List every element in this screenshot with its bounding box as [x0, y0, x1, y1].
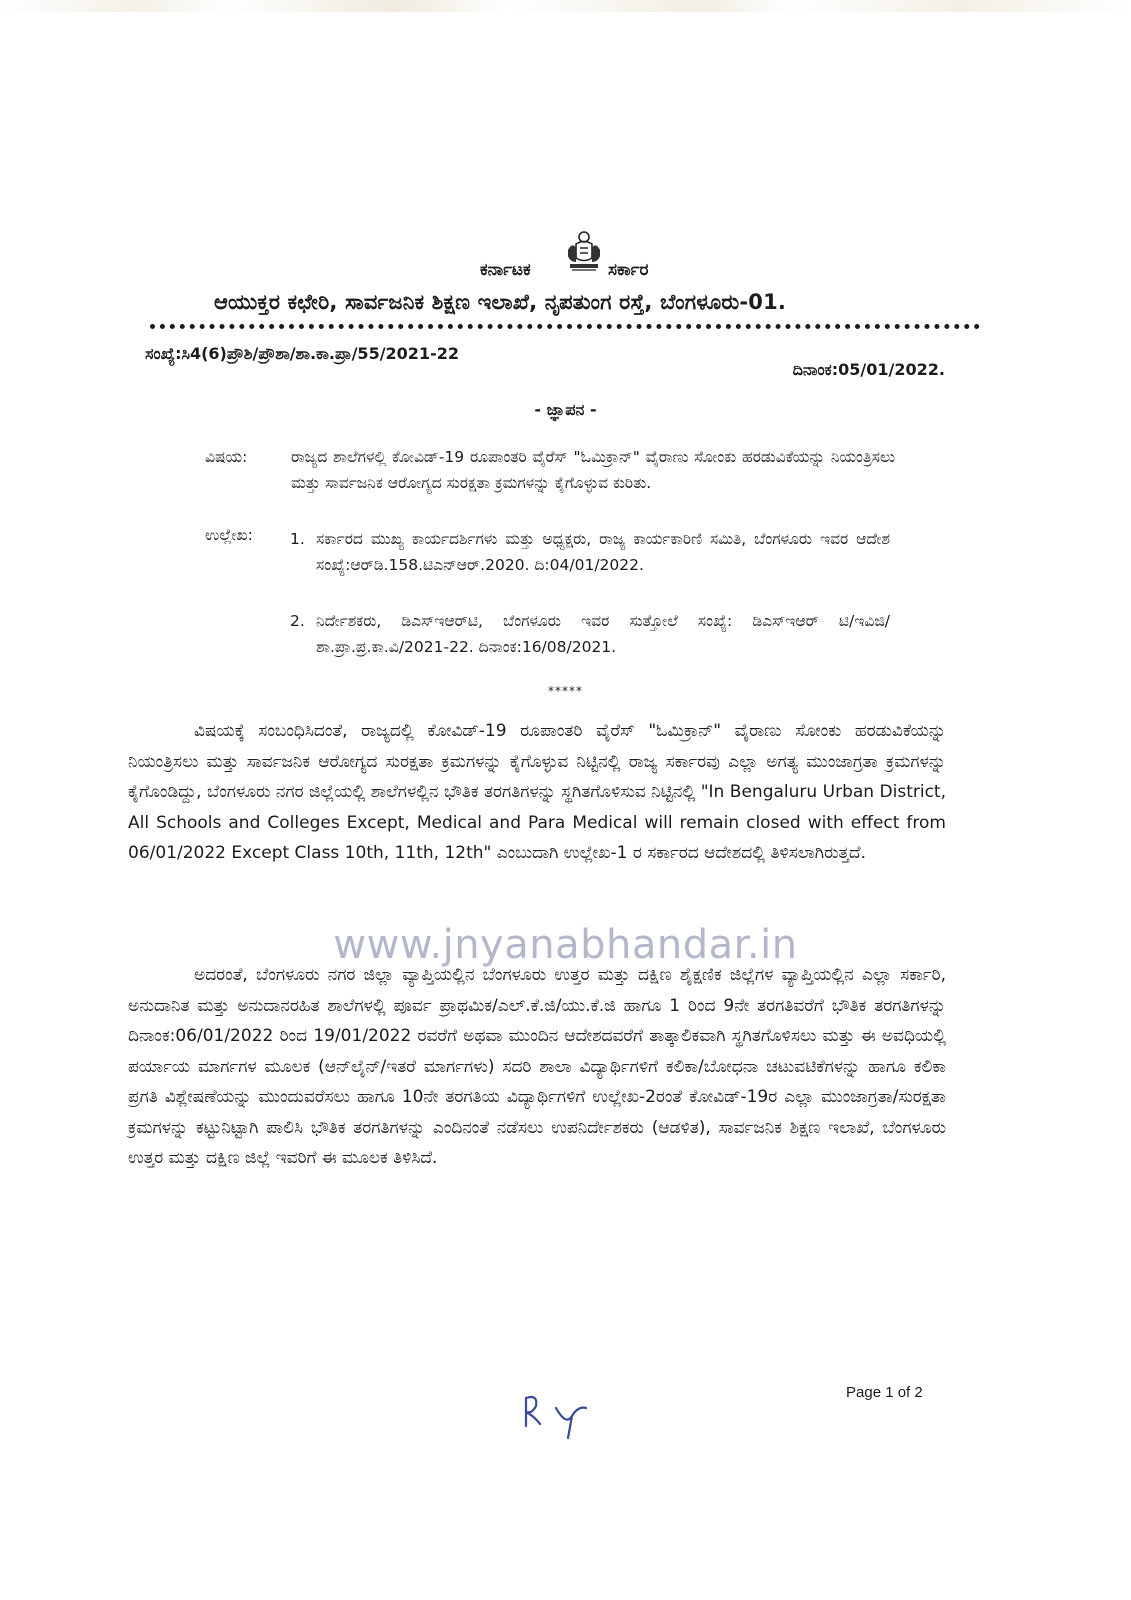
page-number: Page 1 of 2	[846, 1384, 923, 1401]
office-address: ಆಯುಕ್ತರ ಕಛೇರಿ, ಸಾರ್ವಜನಿಕ ಶಿಕ್ಷಣ ಇಲಾಖೆ, ನೃಪತುಂಗ ರಸ್ತೆ, ಬೆಂಗಳೂರು-01.	[214, 290, 787, 314]
reference-text: ಸರ್ಕಾರದ ಮುಖ್ಯ ಕಾರ್ಯದರ್ಶಿಗಳು ಮತ್ತು ಅಧ್ಯಕ್ಷರು, ರಾಜ್ಯ ಕಾರ್ಯಕಾರಿಣಿ ಸಮಿತಿ, ಬೆಂಗಳೂರು ಇವರ ಆದೇಶ ಸಂಖ್ಯೆ:ಆರ್‌ಡಿ.158.ಟಿಎನ್‌ಆರ್.2020. ದಿ:04/01/2022.	[316, 530, 890, 574]
subject-label: ವಿಷಯ:	[205, 448, 248, 466]
reference-number: 2.	[290, 612, 305, 630]
memo-title: - ಜ್ಞಾಪನ -	[534, 400, 597, 419]
reference-number: 1.	[290, 530, 305, 548]
header-divider	[150, 324, 980, 329]
handwritten-initials-icon	[516, 1386, 606, 1446]
watermark-url: www.jnyanabhandar.in	[333, 922, 798, 968]
body-paragraph: ವಿಷಯಕ್ಕೆ ಸಂಬಂಧಿಸಿದಂತೆ, ರಾಜ್ಯದಲ್ಲಿ ಕೋವಿಡ್-19 ರೂಪಾಂತರಿ ವೈರೆಸ್ "ಓಮಿಕ್ರಾನ್" ವೈರಾಣು ಸೋಂಕು ಹರಡುವಿಕೆಯನ್ನು ನಿಯಂತ್ರಿಸಲು ಮತ್ತು ಸಾರ್ವಜನಿಕ ಆರೋಗ್ಯದ ಸುರಕ್ಷತಾ ಕ್ರಮಗಳನ್ನು ಕೈಗೊಳ್ಳುವ ನಿಟ್ಟಿನಲ್ಲಿ ರಾಜ್ಯ ಸರ್ಕಾರವು ಎಲ್ಲಾ ಅಗತ್ಯ ಮುಂಜಾಗ್ರತಾ ಕ್ರಮಗಳನ್ನು ಕೈಗೊಂಡಿದ್ದು, ಬೆಂಗಳೂರು ನಗರ ಜಿಲ್ಲೆಯಲ್ಲಿ ಶಾಲೆಗಳಲ್ಲಿನ ಭೌತಿಕ ತರಗತಿಗಳನ್ನು ಸ್ಥಗಿತಗೊಳಿಸುವ ನಿಟ್ಟಿನಲ್ಲಿ "In Bengaluru Urban District, All Schools and Colleges Except, Medical and Para Medical will remain closed with effect from 06/01/2022 Except Class 10th, 11th, 12th" ಎಂಬುದಾಗಿ ಉಲ್ಲೇಖ-1 ರ ಸರ್ಕಾರದ ಆದೇಶದಲ್ಲಿ ತಿಳಿಸಲಾಗಿರುತ್ತದೆ.	[128, 721, 946, 863]
order-date: ದಿನಾಂಕ:05/01/2022.	[792, 360, 945, 379]
karnataka-emblem-icon	[562, 228, 606, 274]
section-separator: *****	[548, 684, 583, 698]
body-paragraph: ಅದರಂತೆ, ಬೆಂಗಳೂರು ನಗರ ಜಿಲ್ಲಾ ವ್ಯಾಪ್ತಿಯಲ್ಲಿನ ಬೆಂಗಳೂರು ಉತ್ತರ ಮತ್ತು ದಕ್ಷಿಣ ಶೈಕ್ಷಣಿಕ ಜಿಲ್ಲೆಗಳ ವ್ಯಾಪ್ತಿಯಲ್ಲಿನ ಎಲ್ಲಾ ಸರ್ಕಾರಿ, ಅನುದಾನಿತ ಮತ್ತು ಅನುದಾನರಹಿತ ಶಾಲೆಗಳಲ್ಲಿ ಪೂರ್ವ ಪ್ರಾಥಮಿಕ/ಎಲ್.ಕೆ.ಜಿ/ಯು.ಕೆ.ಜಿ ಹಾಗೂ 1 ರಿಂದ 9ನೇ ತರಗತಿವರೆಗೆ ಭೌತಿಕ ತರಗತಿಗಳನ್ನು ದಿನಾಂಕ:06/01/2022 ರಿಂದ 19/01/2022 ರವರೆಗೆ ಅಥವಾ ಮುಂದಿನ ಆದೇಶದವರೆಗೆ ತಾತ್ಕಾಲಿಕವಾಗಿ ಸ್ಥಗಿತಗೊಳಿಸಲು ಮತ್ತು ಈ ಅವಧಿಯಲ್ಲಿ ಪರ್ಯಾಯ ಮಾರ್ಗಗಳ ಮೂಲಕ (ಆನ್‌ಲೈನ್/ಇತರೆ ಮಾರ್ಗಗಳು) ಸದರಿ ಶಾಲಾ ವಿದ್ಯಾರ್ಥಿಗಳಿಗೆ ಕಲಿಕಾ/ಬೋಧನಾ ಚಟುವಟಿಕೆಗಳನ್ನು ಹಾಗೂ ಕಲಿಕಾ ಪ್ರಗತಿ ವಿಶ್ಲೇಷಣೆಯನ್ನು ಮುಂದುವರೆಸಲು ಹಾಗೂ 10ನೇ ತರಗತಿಯ ವಿದ್ಯಾರ್ಥಿಗಳಿಗೆ ಉಲ್ಲೇಖ-2ರಂತೆ ಕೋವಿಡ್-19ರ ಎಲ್ಲಾ ಮುಂಜಾಗ್ರತಾ/ಸುರಕ್ಷತಾ ಕ್ರಮಗಳನ್ನು ಕಟ್ಟುನಿಟ್ಟಾಗಿ ಪಾಲಿಸಿ ಭೌತಿಕ ತರಗತಿಗಳನ್ನು ಎಂದಿನಂತೆ ನಡೆಸಲು ಉಪನಿರ್ದೇಶಕರು (ಆಡಳಿತ), ಸಾರ್ವಜನಿಕ ಶಿಕ್ಷಣ ಇಲಾಖೆ, ಬೆಂಗಳೂರು ಉತ್ತರ ಮತ್ತು ದಕ್ಷಿಣ ಜಿಲ್ಲೆ ಇವರಿಗೆ ಈ ಮೂಲಕ ತಿಳಿಸಿದೆ.	[128, 965, 946, 1168]
government-label: ಕರ್ನಾಟಕ	[480, 260, 531, 280]
reference-item	[290, 608, 890, 666]
order-number: ಸಂಖ್ಯೆ:ಸಿ4(6)ಪ್ರೌಶಿ/ಪ್ರೌಶಾ/ಶಾ.ಕಾ.ಪ್ರಾ/55/2021-22	[145, 344, 459, 363]
reference-text: ನಿರ್ದೇಶಕರು, ಡಿಎಸ್‌ಇಆರ್‌ಟಿ, ಬೆಂಗಳೂರು ಇವರ ಸುತ್ತೋಲೆ ಸಂಖ್ಯೆ: ಡಿಎಸ್‌ಇಆರ್ ಟಿ/ಇವಿಜಿ/ಶಾ.ಪ್ರಾ.ಪ್ರ.ಕಾ.ವಿ/2021-22. ದಿನಾಂಕ:16/08/2021.	[316, 612, 890, 656]
reference-item	[290, 526, 890, 606]
order-reference-row	[145, 344, 945, 379]
references-label: ಉಲ್ಲೇಖ:	[205, 526, 253, 544]
government-label-suffix: ಸರ್ಕಾರ	[608, 260, 649, 280]
letterhead	[150, 228, 980, 348]
subject-block	[205, 444, 895, 524]
subject-text: ರಾಜ್ಯದ ಶಾಲೆಗಳಲ್ಲಿ ಕೋವಿಡ್-19 ರೂಪಾಂತರಿ ವೈರೆಸ್ "ಓಮಿಕ್ರಾನ್" ವೈರಾಣು ಸೋಂಕು ಹರಡುವಿಕೆಯನ್ನು ನಿಯಂತ್ರಿಸಲು ಮತ್ತು ಸಾರ್ವಜನಿಕ ಆರೋಗ್ಯದ ಸುರಕ್ಷತಾ ಕ್ರಮಗಳನ್ನು ಕೈಗೊಳ್ಳುವ ಕುರಿತು.	[291, 448, 895, 492]
